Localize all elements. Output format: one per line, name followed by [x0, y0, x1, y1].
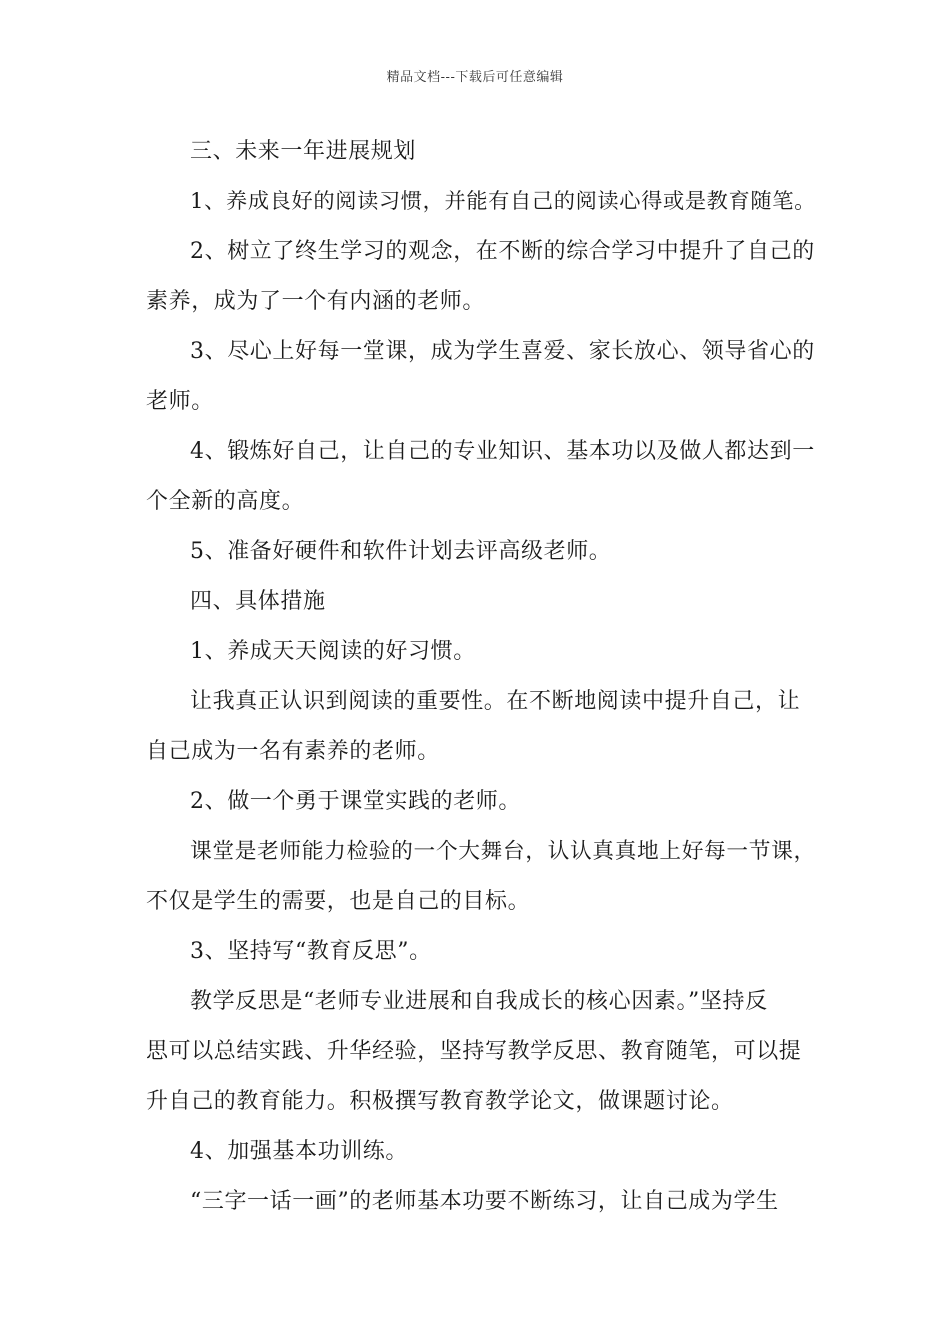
paragraph-line: 教学反思是“老师专业进展和自我成长的核心因素。”坚持反 — [190, 989, 768, 1014]
paragraph-line: 自己成为一名有素养的老师。 — [146, 739, 440, 764]
paragraph-line: 不仅是学生的需要，也是自己的目标。 — [146, 889, 531, 914]
paragraph-line: 老师。 — [146, 389, 214, 414]
paragraph-line: 让我真正认识到阅读的重要性。在不断地阅读中提升自己，让 — [190, 689, 801, 714]
paragraph-line: 2、树立了终生学习的观念，在不断的综合学习中提升了自己的 — [190, 239, 815, 264]
paragraph-line: 1、养成天天阅读的好习惯。 — [190, 639, 476, 664]
paragraph-line: 3、尽心上好每一堂课，成为学生喜爱、家长放心、领导省心的 — [190, 339, 815, 364]
paragraph-line: 2、做一个勇于课堂实践的老师。 — [190, 789, 521, 814]
paragraph-line: 素养，成为了一个有内涵的老师。 — [146, 289, 486, 314]
paragraph-line: “三字一话一画”的老师基本功要不断练习，让自己成为学生 — [190, 1189, 779, 1214]
paragraph-line: 4、加强基本功训练。 — [190, 1139, 408, 1164]
paragraph-line: 升自己的教育能力。积极撰写教育教学论文，做课题讨论。 — [146, 1089, 734, 1114]
paragraph-line: 课堂是老师能力检验的一个大舞台，认认真真地上好每一节课， — [190, 839, 816, 864]
paragraph-line: 3、坚持写“教育反思”。 — [190, 939, 432, 964]
paragraph-line: 思可以总结实践、升华经验，坚持写教学反思、教育随笔，可以提 — [146, 1039, 802, 1064]
paragraph-line: 4、锻炼好自己，让自己的专业知识、基本功以及做人都达到一 — [190, 439, 815, 464]
paragraph-line: 5、准备好硬件和软件计划去评高级老师。 — [190, 539, 612, 564]
page-header: 精品文档---下载后可任意编辑 — [386, 70, 564, 85]
paragraph-line: 个全新的高度。 — [146, 489, 305, 514]
section-heading: 四、具体措施 — [190, 589, 326, 614]
section-heading: 三、未来一年进展规划 — [190, 139, 417, 164]
paragraph-line: 1、养成良好的阅读习惯，并能有自己的阅读心得或是教育随笔。 — [190, 189, 816, 214]
